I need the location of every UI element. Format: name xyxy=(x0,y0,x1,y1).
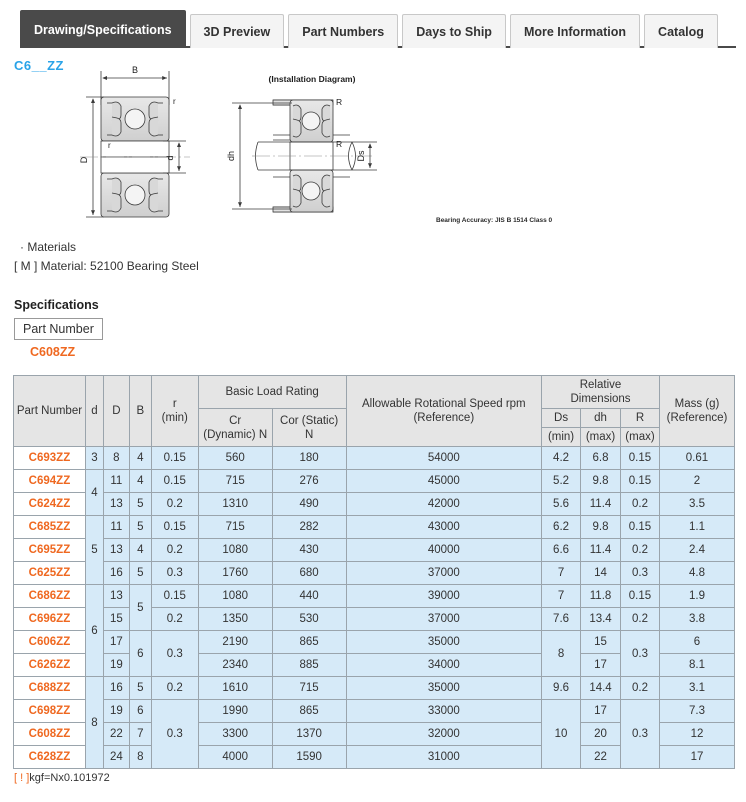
cell-B: 5 xyxy=(129,585,151,631)
table-row xyxy=(14,608,735,631)
cell-part-number[interactable]: C696ZZ xyxy=(14,608,86,631)
cell-r-min: 0.3 xyxy=(151,700,198,769)
cell-R: 0.3 xyxy=(621,631,660,677)
cell-part-number[interactable]: C625ZZ xyxy=(14,562,86,585)
cell-cr: 2190 xyxy=(198,631,272,654)
cell-cor: 530 xyxy=(272,608,346,631)
svg-text:Ds: Ds xyxy=(356,150,366,162)
cell-part-number[interactable]: C685ZZ xyxy=(14,516,86,539)
cell-r-min: 0.2 xyxy=(151,539,198,562)
cell-part-number[interactable]: C624ZZ xyxy=(14,493,86,516)
cell-speed: 31000 xyxy=(346,746,542,769)
cell-cr: 3300 xyxy=(198,723,272,746)
table-row xyxy=(14,447,735,470)
cell-d: 8 xyxy=(85,677,103,769)
cell-dh: 14.4 xyxy=(581,677,621,700)
cell-dh: 11.8 xyxy=(581,585,621,608)
cell-ds: 4.2 xyxy=(542,447,581,470)
cell-D: 11 xyxy=(103,516,129,539)
cell-d: 3 xyxy=(85,447,103,470)
cell-D: 16 xyxy=(103,677,129,700)
cell-B: 4 xyxy=(129,470,151,493)
th-speed-l2: (Reference) xyxy=(413,412,475,424)
th-speed xyxy=(346,376,542,447)
svg-text:dh: dh xyxy=(226,150,236,162)
table-row xyxy=(14,493,735,516)
cell-R: 0.3 xyxy=(621,562,660,585)
cell-dh: 14 xyxy=(581,562,621,585)
cell-part-number[interactable]: C626ZZ xyxy=(14,654,86,677)
th-D: D xyxy=(103,376,129,447)
bearing-accuracy-note: Bearing Accuracy: JIS B 1514 Class 0 xyxy=(436,217,553,224)
table-row xyxy=(14,677,735,700)
cell-dh: 11.4 xyxy=(581,493,621,516)
cell-mass: 1.1 xyxy=(659,516,734,539)
cell-cor: 885 xyxy=(272,654,346,677)
cell-mass: 3.1 xyxy=(659,677,734,700)
cell-speed: 43000 xyxy=(346,516,542,539)
materials-line: [ M ] Material: 52100 Bearing Steel xyxy=(14,259,199,273)
table-row xyxy=(14,516,735,539)
table-head xyxy=(14,376,735,447)
table-row xyxy=(14,700,735,723)
cell-cr: 715 xyxy=(198,516,272,539)
cell-D: 16 xyxy=(103,562,129,585)
cell-R: 0.2 xyxy=(621,608,660,631)
cell-cr: 560 xyxy=(198,447,272,470)
cell-cor: 680 xyxy=(272,562,346,585)
th-R-sub: (max) xyxy=(621,428,660,447)
cell-part-number[interactable]: C698ZZ xyxy=(14,700,86,723)
th-R-l1: R xyxy=(635,412,645,424)
cell-part-number[interactable]: C628ZZ xyxy=(14,746,86,769)
cell-mass: 7.3 xyxy=(659,700,734,723)
cell-r-min: 0.2 xyxy=(151,608,198,631)
th-basic-load-rating: Basic Load Rating xyxy=(198,376,346,409)
cell-dh: 9.8 xyxy=(581,516,621,539)
cell-ds: 7 xyxy=(542,562,581,585)
cell-D: 19 xyxy=(103,700,129,723)
cell-cor: 180 xyxy=(272,447,346,470)
cell-cr: 1350 xyxy=(198,608,272,631)
cell-dh: 22 xyxy=(581,746,621,769)
cell-dh: 6.8 xyxy=(581,447,621,470)
cell-ds: 7 xyxy=(542,585,581,608)
footnote-bracket: [ ! ] xyxy=(14,772,30,784)
cell-mass: 17 xyxy=(659,746,734,769)
cell-cr: 1610 xyxy=(198,677,272,700)
cell-mass: 1.9 xyxy=(659,585,734,608)
th-cor xyxy=(272,409,346,447)
cell-mass: 4.8 xyxy=(659,562,734,585)
th-cor-l2: N xyxy=(304,428,314,441)
tab-more-information[interactable]: More Information xyxy=(510,14,640,48)
th-cr-l2: (Dynamic) N xyxy=(203,428,268,441)
cell-B: 7 xyxy=(129,723,151,746)
cell-B: 4 xyxy=(129,447,151,470)
cell-B: 5 xyxy=(129,516,151,539)
specifications-table xyxy=(13,375,735,769)
cell-R: 0.2 xyxy=(621,539,660,562)
table-header-row-1 xyxy=(14,376,735,409)
cell-B: 6 xyxy=(129,631,151,677)
cell-B: 8 xyxy=(129,746,151,769)
cell-speed: 37000 xyxy=(346,608,542,631)
th-rel-dim-l2: Dimensions xyxy=(570,393,631,405)
cell-D: 13 xyxy=(103,585,129,608)
th-B: B xyxy=(129,376,151,447)
cell-speed: 54000 xyxy=(346,447,542,470)
cell-mass: 6 xyxy=(659,631,734,654)
cell-speed: 33000 xyxy=(346,700,542,723)
cell-speed: 35000 xyxy=(346,631,542,654)
cell-r-min: 0.3 xyxy=(151,631,198,677)
svg-text:(Installation Diagram): (Installation Diagram) xyxy=(268,74,356,84)
cell-D: 11 xyxy=(103,470,129,493)
th-ds-l1: Ds xyxy=(554,412,569,424)
selected-part-number[interactable]: C608ZZ xyxy=(30,345,76,359)
svg-text:R: R xyxy=(336,139,343,149)
specifications-table-wrap xyxy=(13,375,735,769)
cell-cor: 1590 xyxy=(272,746,346,769)
th-r-min xyxy=(151,376,198,447)
cell-mass: 2.4 xyxy=(659,539,734,562)
cell-ds: 9.6 xyxy=(542,677,581,700)
th-dh-sub: (max) xyxy=(581,428,621,447)
cell-B: 5 xyxy=(129,562,151,585)
th-r-min-l1: r xyxy=(172,398,177,410)
cell-cr: 1990 xyxy=(198,700,272,723)
cell-ds: 6.2 xyxy=(542,516,581,539)
footnote-text: kgf=Nx0.101972 xyxy=(29,772,110,784)
tab-drawing-specifications[interactable]: Drawing/Specifications xyxy=(20,10,186,48)
svg-text:d: d xyxy=(165,155,175,161)
cell-cr: 1080 xyxy=(198,539,272,562)
th-dh xyxy=(581,409,621,428)
cell-cor: 490 xyxy=(272,493,346,516)
cell-cor: 865 xyxy=(272,631,346,654)
cell-D: 13 xyxy=(103,539,129,562)
cell-r-min: 0.15 xyxy=(151,516,198,539)
cell-ds: 7.6 xyxy=(542,608,581,631)
th-r-min-l2: (min) xyxy=(161,412,188,424)
cell-cor: 282 xyxy=(272,516,346,539)
svg-text:r: r xyxy=(173,97,176,106)
cell-speed: 32000 xyxy=(346,723,542,746)
cell-D: 19 xyxy=(103,654,129,677)
cell-ds: 5.6 xyxy=(542,493,581,516)
cell-R: 0.15 xyxy=(621,585,660,608)
cell-R: 0.2 xyxy=(621,493,660,516)
cell-part-number[interactable]: C686ZZ xyxy=(14,585,86,608)
cell-B: 4 xyxy=(129,539,151,562)
th-mass-l2: (Reference) xyxy=(666,412,728,424)
part-number-label: Part Number xyxy=(14,318,103,340)
cell-cor: 440 xyxy=(272,585,346,608)
cell-part-number[interactable]: C608ZZ xyxy=(14,723,86,746)
table-row xyxy=(14,585,735,608)
cell-D: 15 xyxy=(103,608,129,631)
cell-D: 8 xyxy=(103,447,129,470)
th-mass-l1: Mass (g) xyxy=(674,398,720,410)
cell-R: 0.3 xyxy=(621,700,660,769)
cell-R: 0.2 xyxy=(621,677,660,700)
th-part-number-text: Part Number xyxy=(16,405,83,417)
th-part-number xyxy=(14,376,86,447)
svg-text:r: r xyxy=(108,141,111,150)
cell-mass: 3.8 xyxy=(659,608,734,631)
cell-cr: 1310 xyxy=(198,493,272,516)
cell-mass: 3.5 xyxy=(659,493,734,516)
cell-part-number[interactable]: C693ZZ xyxy=(14,447,86,470)
cell-d: 5 xyxy=(85,516,103,585)
cell-cr: 2340 xyxy=(198,654,272,677)
cell-dh: 9.8 xyxy=(581,470,621,493)
th-dh-l1: dh xyxy=(594,412,607,424)
cell-D: 24 xyxy=(103,746,129,769)
cell-dh: 17 xyxy=(581,654,621,677)
cell-cr: 4000 xyxy=(198,746,272,769)
cell-ds: 8 xyxy=(542,631,581,677)
th-R xyxy=(621,409,660,428)
th-ds-sub: (min) xyxy=(542,428,581,447)
th-relative-dimensions xyxy=(542,376,660,409)
materials-block xyxy=(14,238,746,276)
cell-dh: 17 xyxy=(581,700,621,723)
tab-3d-preview[interactable]: 3D Preview xyxy=(190,14,285,48)
cell-R: 0.15 xyxy=(621,447,660,470)
svg-text:R: R xyxy=(336,97,343,107)
svg-text:D: D xyxy=(79,156,89,164)
tab-days-to-ship[interactable]: Days to Ship xyxy=(402,14,506,48)
cell-part-number[interactable]: C694ZZ xyxy=(14,470,86,493)
cell-speed: 37000 xyxy=(346,562,542,585)
th-cr xyxy=(198,409,272,447)
cell-D: 17 xyxy=(103,631,129,654)
cell-speed: 34000 xyxy=(346,654,542,677)
cell-ds: 6.6 xyxy=(542,539,581,562)
cell-mass: 0.61 xyxy=(659,447,734,470)
cell-mass: 2 xyxy=(659,470,734,493)
cell-speed: 42000 xyxy=(346,493,542,516)
materials-heading: · Materials xyxy=(20,240,77,254)
cell-ds: 10 xyxy=(542,700,581,769)
cell-ds: 5.2 xyxy=(542,470,581,493)
th-d: d xyxy=(85,376,103,447)
cell-cr: 715 xyxy=(198,470,272,493)
cell-speed: 35000 xyxy=(346,677,542,700)
cell-r-min: 0.2 xyxy=(151,677,198,700)
cell-cor: 1370 xyxy=(272,723,346,746)
cell-cor: 715 xyxy=(272,677,346,700)
cell-cor: 430 xyxy=(272,539,346,562)
cell-dh: 20 xyxy=(581,723,621,746)
cell-d: 6 xyxy=(85,585,103,677)
cell-R: 0.15 xyxy=(621,470,660,493)
technical-drawing xyxy=(0,59,746,234)
cell-mass: 8.1 xyxy=(659,654,734,677)
cell-B: 5 xyxy=(129,493,151,516)
svg-text:B: B xyxy=(131,65,139,75)
tab-catalog[interactable]: Catalog xyxy=(644,14,718,48)
th-mass xyxy=(659,376,734,447)
cell-B: 5 xyxy=(129,677,151,700)
cell-mass: 12 xyxy=(659,723,734,746)
cell-speed: 40000 xyxy=(346,539,542,562)
th-rel-dim-l1: Relative xyxy=(579,379,622,391)
tab-bar xyxy=(0,0,746,48)
cell-speed: 45000 xyxy=(346,470,542,493)
table-row xyxy=(14,470,735,493)
cell-r-min: 0.3 xyxy=(151,562,198,585)
cell-part-number[interactable]: C688ZZ xyxy=(14,677,86,700)
footnote xyxy=(14,772,746,784)
table-row xyxy=(14,539,735,562)
table-row xyxy=(14,631,735,654)
tab-part-numbers[interactable]: Part Numbers xyxy=(288,14,398,48)
model-title: C6__ZZ xyxy=(14,58,64,73)
th-cor-l1: Cor (Static) xyxy=(280,414,339,427)
th-cr-l1: Cr xyxy=(229,414,242,427)
cell-r-min: 0.15 xyxy=(151,470,198,493)
cell-d: 4 xyxy=(85,470,103,516)
cell-D: 22 xyxy=(103,723,129,746)
cell-dh: 11.4 xyxy=(581,539,621,562)
cell-part-number[interactable]: C606ZZ xyxy=(14,631,86,654)
table-body xyxy=(14,447,735,769)
table-row xyxy=(14,562,735,585)
bearing-drawing-svg xyxy=(0,59,746,234)
cell-B: 6 xyxy=(129,700,151,723)
cell-R: 0.15 xyxy=(621,516,660,539)
cell-r-min: 0.15 xyxy=(151,585,198,608)
cell-r-min: 0.2 xyxy=(151,493,198,516)
cell-dh: 15 xyxy=(581,631,621,654)
cell-part-number[interactable]: C695ZZ xyxy=(14,539,86,562)
cell-r-min: 0.15 xyxy=(151,447,198,470)
cell-speed: 39000 xyxy=(346,585,542,608)
cell-cr: 1080 xyxy=(198,585,272,608)
cell-cr: 1760 xyxy=(198,562,272,585)
th-speed-l1: Allowable Rotational Speed rpm xyxy=(361,398,526,410)
cell-D: 13 xyxy=(103,493,129,516)
cell-cor: 865 xyxy=(272,700,346,723)
specifications-heading: Specifications xyxy=(14,298,99,312)
cell-dh: 13.4 xyxy=(581,608,621,631)
cell-cor: 276 xyxy=(272,470,346,493)
th-ds xyxy=(542,409,581,428)
